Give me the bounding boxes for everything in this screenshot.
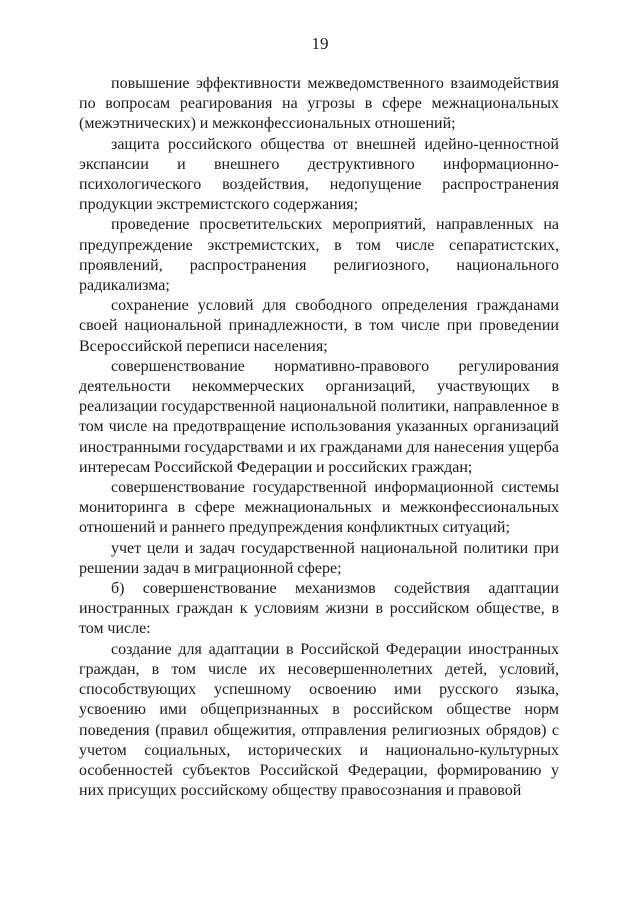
paragraph: создание для адаптации в Российской Федерации иностранных граждан, в том числе их несовершеннолетних детей, условий, способствующих успешному освоению ими русского языка, усвоению ими общепризнанных в российском обществе норм поведения (правил общежития, отправления религиозных обрядов) с учетом социальных, исторических и национально-культурных особенностей субъектов Российской Федерации, формированию у них присущих российскому обществу правосознания и правовой: [79, 640, 559, 800]
paragraph: б) совершенствование механизмов содействия адаптации иностранных граждан к условиям жизни в российском обществе, в том числе:: [79, 580, 559, 638]
paragraph: повышение эффективности межведомственного взаимодействия по вопросам реагирования на угрозы в сфере межнациональных (межэтнических) и межконфессиональных отношений;: [79, 75, 559, 133]
paragraph: учет цели и задач государственной национальной политики при решении задач в миграционной сфере;: [79, 539, 559, 577]
paragraph: совершенствование государственной информационной системы мониторинга в сфере межнациональных и межконфессиональных отношений и раннего предупреждения конфликтных ситуаций;: [79, 479, 559, 537]
paragraph: сохранение условий для свободного определения гражданами своей национальной принадлежности, в том числе при проведении Всероссийской переписи населения;: [79, 297, 559, 355]
paragraph: защита российского общества от внешней идейно-ценностной экспансии и внешнего деструктивного информационно-психологического воздействия, недопущение распространения продукции экстремистского содержания;: [79, 135, 559, 214]
paragraph: проведение просветительских мероприятий, направленных на предупреждение экстремистских, в том числе сепаратистских, проявлений, распространения религиозного, национального радикализма;: [79, 216, 559, 295]
document-body: [79, 74, 559, 801]
page-number: 19: [311, 34, 329, 53]
paragraph: совершенствование нормативно-правового регулирования деятельности некоммерческих организаций, участвующих в реализации государственной национальной политики, направленное в том числе на предотвращение использования указанных организаций иностранными государствами и их гражданами для нанесения ущерба интересам Российской Федерации и российских граждан;: [79, 357, 559, 476]
